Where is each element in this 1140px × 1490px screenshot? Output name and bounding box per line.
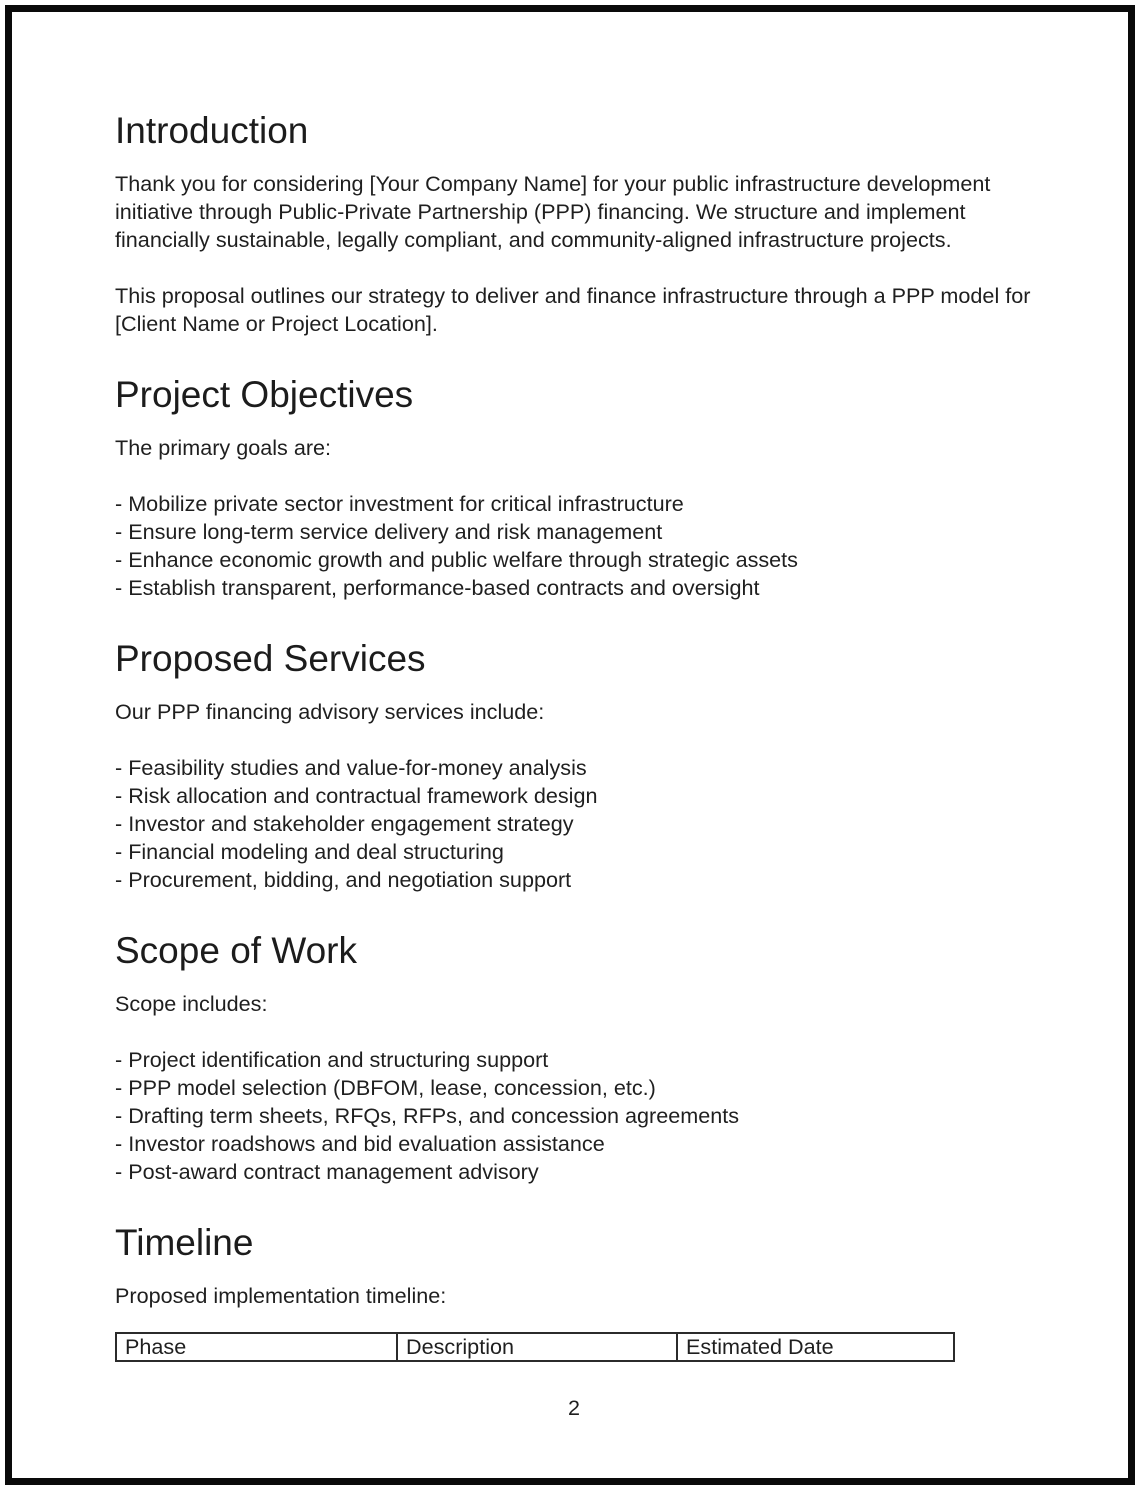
introduction-paragraph-1: Thank you for considering [Your Company Name] for your public infrastructure development initiative through Public-Private Partnership (PPP) financing. We structure and implement financially sustainable, legally compliant, and community-aligned infrastructure projects. bbox=[115, 171, 991, 252]
project-objectives-list bbox=[115, 490, 1033, 602]
timeline-column-phase: Phase bbox=[116, 1333, 397, 1361]
proposed-services-lead: Our PPP financing advisory services include: bbox=[115, 699, 545, 724]
project-objectives-lead: The primary goals are: bbox=[115, 435, 332, 460]
list-item: - Enhance economic growth and public welfare through strategic assets bbox=[115, 547, 798, 572]
list-item: - Ensure long-term service delivery and risk management bbox=[115, 519, 663, 544]
timeline-column-description: Description bbox=[397, 1333, 677, 1361]
scope-of-work-lead: Scope includes: bbox=[115, 991, 268, 1016]
document-page-frame bbox=[5, 5, 1135, 1485]
document-content bbox=[12, 12, 1033, 1422]
list-item: - Project identification and structuring support bbox=[115, 1047, 549, 1072]
section-heading-project-objectives: Project Objectives bbox=[115, 374, 414, 415]
section-heading-scope-of-work: Scope of Work bbox=[115, 930, 357, 971]
list-item: - Post-award contract management advisory bbox=[115, 1159, 539, 1184]
section-heading-introduction: Introduction bbox=[115, 110, 309, 151]
list-item: - Establish transparent, performance-based contracts and oversight bbox=[115, 575, 760, 600]
list-item: - PPP model selection (DBFOM, lease, concession, etc.) bbox=[115, 1075, 656, 1100]
timeline-lead: Proposed implementation timeline: bbox=[115, 1283, 447, 1308]
list-item: - Drafting term sheets, RFQs, RFPs, and concession agreements bbox=[115, 1103, 740, 1128]
list-item: - Investor and stakeholder engagement strategy bbox=[115, 811, 574, 836]
list-item: - Financial modeling and deal structuring bbox=[115, 839, 504, 864]
list-item: - Risk allocation and contractual framework design bbox=[115, 783, 598, 808]
timeline-table-header-row bbox=[116, 1333, 954, 1361]
section-heading-timeline: Timeline bbox=[115, 1222, 254, 1263]
section-heading-proposed-services: Proposed Services bbox=[115, 638, 426, 679]
proposed-services-list bbox=[115, 754, 1033, 894]
list-item: - Mobilize private sector investment for critical infrastructure bbox=[115, 491, 684, 516]
list-item: - Procurement, bidding, and negotiation support bbox=[115, 867, 572, 892]
list-item: - Investor roadshows and bid evaluation assistance bbox=[115, 1131, 605, 1156]
timeline-table bbox=[115, 1332, 955, 1362]
timeline-column-estimated-date: Estimated Date bbox=[677, 1333, 954, 1361]
scope-of-work-list bbox=[115, 1046, 1033, 1186]
page-number: 2 bbox=[567, 1395, 580, 1420]
introduction-paragraph-2: This proposal outlines our strategy to deliver and finance infrastructure through a PPP model for [Client Name or Project Location]. bbox=[115, 283, 1031, 336]
list-item: - Feasibility studies and value-for-money analysis bbox=[115, 755, 587, 780]
